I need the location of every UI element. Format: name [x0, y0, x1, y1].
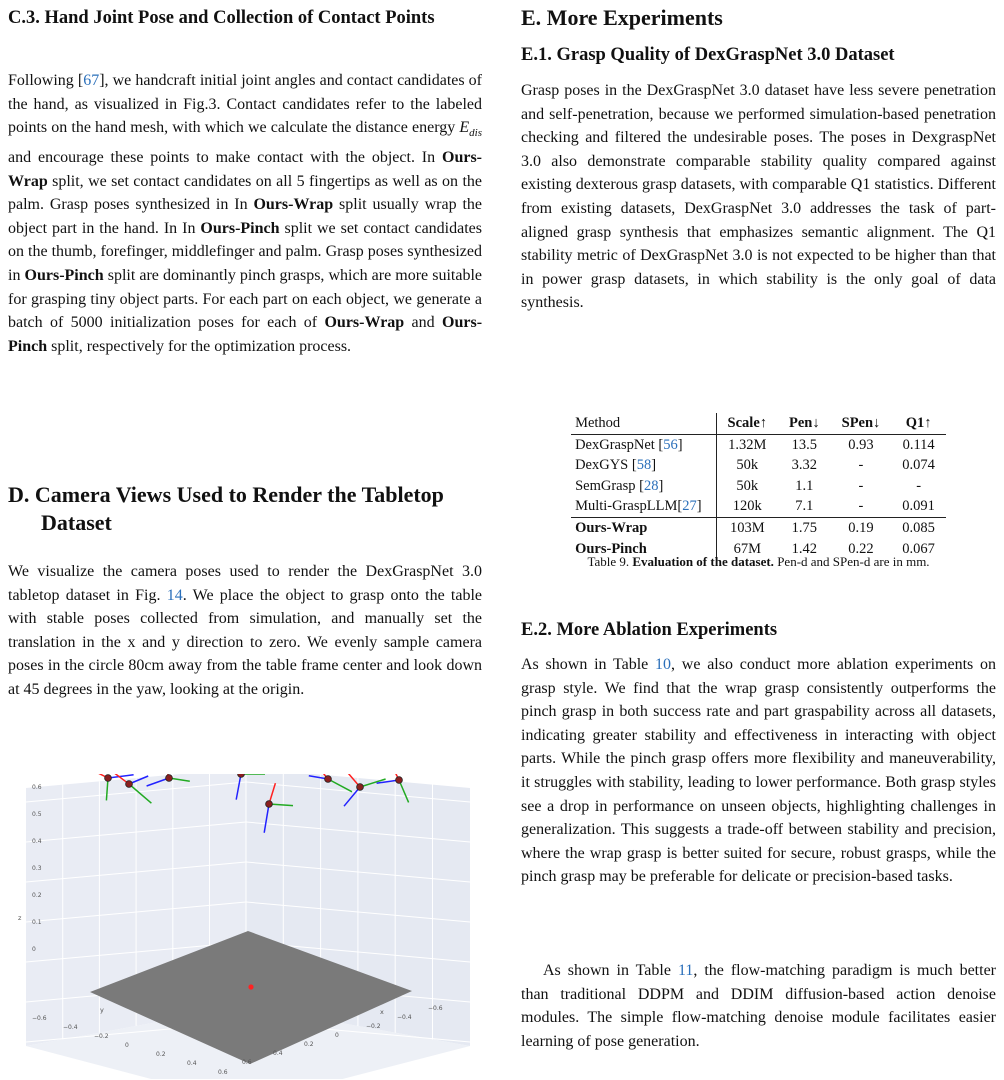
e2-text-seg: , the flow-matching paradigm is much better than traditional DDPM and DDIM diffusion-based action denoise modules. The simple flow-matching denoise module facilitates easier learning of pose generation.: [521, 962, 996, 1050]
c3-text-seg: split, respectively for the optimization process.: [47, 337, 352, 355]
c3-text-seg: ], we handcraft initial joint angles and contact candidates of the hand, as visualized in Fig.3. Contact candidates refer to the labeled points on the hand mesh, with which we calculate the distance energy: [8, 72, 482, 137]
camera-center: [105, 775, 112, 782]
x-tick-label: 0.2: [304, 1041, 314, 1048]
section-d-paragraph: [8, 560, 482, 702]
cell-pen: 7.1: [795, 498, 814, 515]
cell-q1: 0.067: [902, 540, 935, 557]
z-axis-label: z: [18, 914, 22, 922]
cell-method: DexGraspNet [56]: [571, 434, 716, 455]
c3-text-seg: Ours-Wrap: [253, 196, 334, 214]
cell-q1: 0.114: [902, 436, 935, 453]
section-e2-paragraph-1: [521, 653, 996, 889]
c3-text-seg: split we set contact candidates on the thumb, forefinger, middlefinger and palm. Grasp poses synthesized in: [8, 219, 482, 284]
cell-q1: 0.085: [891, 517, 946, 538]
camera-center: [238, 774, 245, 777]
cell-scale: 50k: [736, 477, 759, 494]
table-row: [571, 476, 946, 497]
cell-pen: 1.1: [795, 477, 814, 494]
cell-method: Multi-GraspLLM[27]: [571, 496, 716, 517]
cell-method: DexGYS [58]: [571, 455, 716, 476]
citation-link[interactable]: 58: [636, 457, 652, 474]
cell-q1: 0.091: [902, 498, 935, 515]
z-tick-label: 0.3: [32, 865, 42, 872]
camera-center: [166, 775, 173, 782]
y-tick-label: 0.2: [156, 1051, 166, 1058]
camera-center: [126, 781, 133, 788]
cell-pen: 13.5: [791, 436, 817, 453]
header-method: Method: [571, 413, 716, 434]
table-9-caption: [521, 553, 996, 571]
cell-method: Ours-Wrap: [571, 517, 716, 538]
table-9: [521, 413, 996, 559]
cell-method: SemGrasp [28]: [571, 476, 716, 497]
camera-center: [325, 776, 332, 783]
c3-text-seg: Ours-Wrap: [324, 314, 405, 332]
camera-pose-figure: [8, 774, 482, 1079]
y-tick-label: 0.4: [187, 1060, 197, 1067]
cell-scale: 120k: [732, 498, 762, 515]
d-text-seg[interactable]: 14: [166, 586, 183, 604]
z-tick-label: 0.4: [32, 838, 42, 845]
cell-pen: 1.42: [791, 540, 817, 557]
cell-spen: 0.22: [848, 540, 874, 557]
section-e-title: E. More Experiments: [521, 5, 723, 30]
section-e1-paragraph: Grasp poses in the DexGraspNet 3.0 dataset have less severe penetration and self-penetration, because we performed simulation-based penetration checking and filtered the undesirable poses. The poses in DexgraspNet 3.0 also demonstrate comparable stability quality compared against existing dexterous grasp datasets, with comparable Q1 statistics. Different from existing datasets, DexGraspNet 3.0 addresses the task of part-aligned grasp synthesis that emphasizes semantic alignment. The Q1 stability metric of DexGraspNet 3.0 is not expected to be higher than that in power grasp datasets, in which stability is the only goal of data synthesis.: [521, 82, 996, 312]
z-tick-label: 0.5: [32, 811, 42, 818]
cell-scale: 50k: [736, 457, 759, 474]
cell-scale: 103M: [716, 517, 778, 538]
header-pen: Pen↓: [778, 413, 831, 434]
x-tick-label: 0.6: [242, 1059, 252, 1066]
z-tick-label: 0.6: [32, 784, 42, 791]
header-spen: SPen↓: [831, 413, 892, 434]
c3-text-seg: Ours-Pinch: [8, 314, 483, 355]
header-q1: Q1↑: [891, 413, 946, 434]
e2-text-seg: As shown in Table: [543, 962, 678, 979]
e2-text-seg: , we also conduct more ablation experiments on grasp style. We find that the wrap grasp consistently outperforms the pinch grasp in both success rate and part graspability across all datasets, indicating greater stability and effectiveness in interacting with object parts. While the pinch grasp offers more flexibility and maneuverability, it struggles with stability, leading to lower performance. Both grasp styles see a drop in performance on unseen objects, highlighting challenges in generalization. This suggests a trade-off between stability and precision, where the wrap grasp is better suited for secure, robust grasps, while the pinch grasp may be preferable for delicate or precision-based tasks.: [521, 656, 997, 886]
camera-center: [266, 801, 273, 808]
table-row: [571, 434, 946, 455]
cell-pen: 1.75: [778, 517, 831, 538]
section-e1-title: E.1. Grasp Quality of DexGraspNet 3.0 Dataset: [521, 45, 895, 65]
c3-text-seg: and: [404, 314, 443, 332]
z-tick-label: 0: [32, 946, 36, 953]
citation-link[interactable]: 27: [682, 498, 697, 515]
table-origin-marker: [248, 984, 253, 989]
citation-link[interactable]: 28: [643, 477, 659, 494]
c3-text-seg: E: [459, 119, 470, 137]
c3-text-seg: split are dominantly pinch grasps, which are more suitable for grasping tiny object parts. For each part on each object, we generate a batch of 5000 initialization poses for each of: [8, 266, 482, 332]
cell-scale: 1.32M: [728, 436, 767, 453]
y-tick-label: −0.4: [63, 1024, 78, 1031]
table-row: [571, 517, 946, 538]
x-tick-label: −0.6: [428, 1005, 443, 1012]
caption-bold: Evaluation of the dataset.: [632, 554, 774, 569]
c3-text-seg: Ours-Pinch: [24, 266, 104, 284]
cell-spen: 0.93: [848, 436, 874, 453]
cell-q1: 0.074: [902, 457, 935, 474]
cell-spen: -: [858, 498, 864, 515]
d-text-seg: We visualize the camera poses used to render the DexGraspNet 3.0 tabletop dataset in Fig.: [8, 563, 482, 604]
c3-text-seg[interactable]: 67: [83, 72, 100, 89]
evaluation-table: [571, 413, 946, 559]
section-c3-title: C.3. Hand Joint Pose and Collection of Contact Points: [8, 8, 435, 28]
e2-text-seg[interactable]: 10: [655, 656, 672, 673]
header-scale: Scale↑: [716, 413, 778, 434]
y-tick-label: 0.6: [218, 1069, 228, 1076]
caption-rest: Pen-d and SPen-d are in mm.: [773, 554, 930, 569]
table-row: [571, 496, 946, 517]
x-tick-label: 0.4: [273, 1050, 283, 1057]
table-row: [571, 455, 946, 476]
d-text-seg: . We place the object to grasp onto the table with stable poses collected from simulation, and manually set the translation in the x and y direction to zero. We evenly sample camera poses in the circle 80cm away from the table frame center and look down at 45 degrees in the yaw, looking at the origin.: [8, 586, 482, 698]
section-c3-paragraph: [8, 69, 482, 358]
y-tick-label: −0.2: [94, 1033, 109, 1040]
c3-text-seg: Ours-Pinch: [200, 219, 280, 237]
citation-link[interactable]: 56: [663, 436, 678, 453]
c3-text-seg: Following [: [8, 72, 84, 89]
c3-text-seg: split usually wrap the object part in the hand. In In: [8, 196, 482, 237]
e2-text-seg: As shown in Table: [521, 656, 656, 673]
y-axis-label: y: [100, 1006, 104, 1014]
cell-method: Ours-Pinch: [571, 539, 716, 560]
cell-spen: -: [858, 457, 864, 474]
y-tick-label: −0.6: [32, 1015, 47, 1022]
camera-center: [396, 777, 403, 784]
c3-text-seg: Ours-Wrap: [8, 148, 482, 190]
x-tick-label: −0.2: [366, 1023, 381, 1030]
z-tick-label: 0.2: [32, 892, 42, 899]
x-tick-label: −0.4: [397, 1014, 412, 1021]
y-tick-label: 0: [125, 1042, 129, 1049]
section-d-title: D. Camera Views Used to Render the Tabletop Dataset: [8, 482, 444, 535]
cell-scale: 67M: [733, 540, 761, 557]
x-axis-label: x: [380, 1008, 384, 1016]
section-e2-title: E.2. More Ablation Experiments: [521, 620, 778, 640]
section-e2-paragraph-2: [521, 959, 996, 1053]
caption-label: Table 9.: [587, 554, 630, 569]
c3-text-seg: dis: [469, 127, 482, 140]
cell-pen: 3.32: [791, 457, 817, 474]
camera-center: [357, 784, 364, 791]
cell-q1: -: [916, 477, 922, 494]
e2-text-seg[interactable]: 11: [677, 962, 694, 979]
x-tick-label: 0: [335, 1032, 339, 1039]
cell-spen: -: [858, 477, 864, 494]
c3-text-seg: split, we set contact candidates on all 5 fingertips as well as on the palm. Grasp poses synthesized in In: [8, 172, 482, 214]
z-tick-label: 0.1: [32, 919, 42, 926]
c3-text-seg: and encourage these points to make contact with the object. In: [8, 148, 442, 166]
cell-spen: 0.19: [831, 517, 892, 538]
